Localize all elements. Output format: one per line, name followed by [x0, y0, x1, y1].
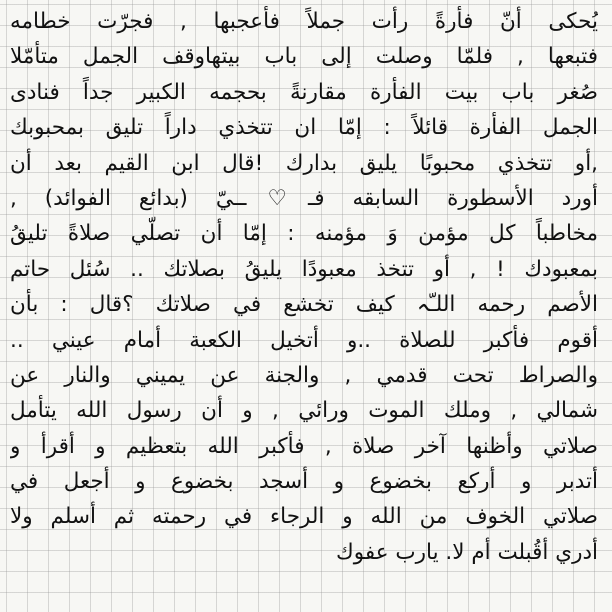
text-line: صلاتي وأظنها آخر صلاة , فأكبر الله بتعظيم و أقرأ و: [10, 433, 598, 459]
text-line: بمعبودك ! , أو تتخذ معبودًا يليقُ بصلاتك .. سُئل حاتم: [10, 256, 598, 282]
text-line: شمالي , وملك الموت ورائي , و أن رسول الله يتأمل: [10, 398, 598, 424]
text-line: أتدبر و أركع بخضوع و أسجد بخضوع و أجعل في: [10, 469, 598, 495]
text-line: صُغر باب بيت الفأرة مقارنةً بحجمه الكبير جداً فنادى: [10, 79, 598, 105]
text-line: صلاتي الخوف من الله و الرجاء في رحمته ثم أسلم ولا: [10, 504, 598, 530]
text-line: الأصم رحمه اللـّہ كيف تخشع في صلاتك ؟قال : بأن: [10, 292, 598, 318]
text-line: والصراط تحت قدمي , والجنة عن يميني والنار عن: [10, 362, 598, 388]
text-line: أورد الأسطورة السابقه فـ♡ــيّ (بدائع الفوائد) ,: [10, 185, 598, 211]
text-line: أدري أقُبلت أم لا. يارب عفوك: [336, 539, 598, 565]
text-line: يُحكى أنّ فأرةً رأت جملاً فأعجبها , فجرّت خطامه: [10, 9, 598, 34]
text-line: الجمل الفأرة قائلاً : إمّا ان تتخذي داراً تليق بمحبوبك: [10, 115, 598, 141]
text-line: فتبعها , فلمّا وصلت إلى باب بيتهاوقف الجمل متأمّلا: [10, 44, 598, 70]
text-line: ,أو تتخذي محبوبًا يليق بدارك !قال ابن القيم بعد أن: [10, 150, 598, 176]
text-line: مخاطباً كل مؤمن وَ مؤمنه : إمّا أن تصلّي صلاةً تليقُ: [10, 221, 598, 247]
text-line: أقوم فأكبر للصلاة ..و أتخيل الكعبة أمام عيني ..: [10, 327, 598, 353]
